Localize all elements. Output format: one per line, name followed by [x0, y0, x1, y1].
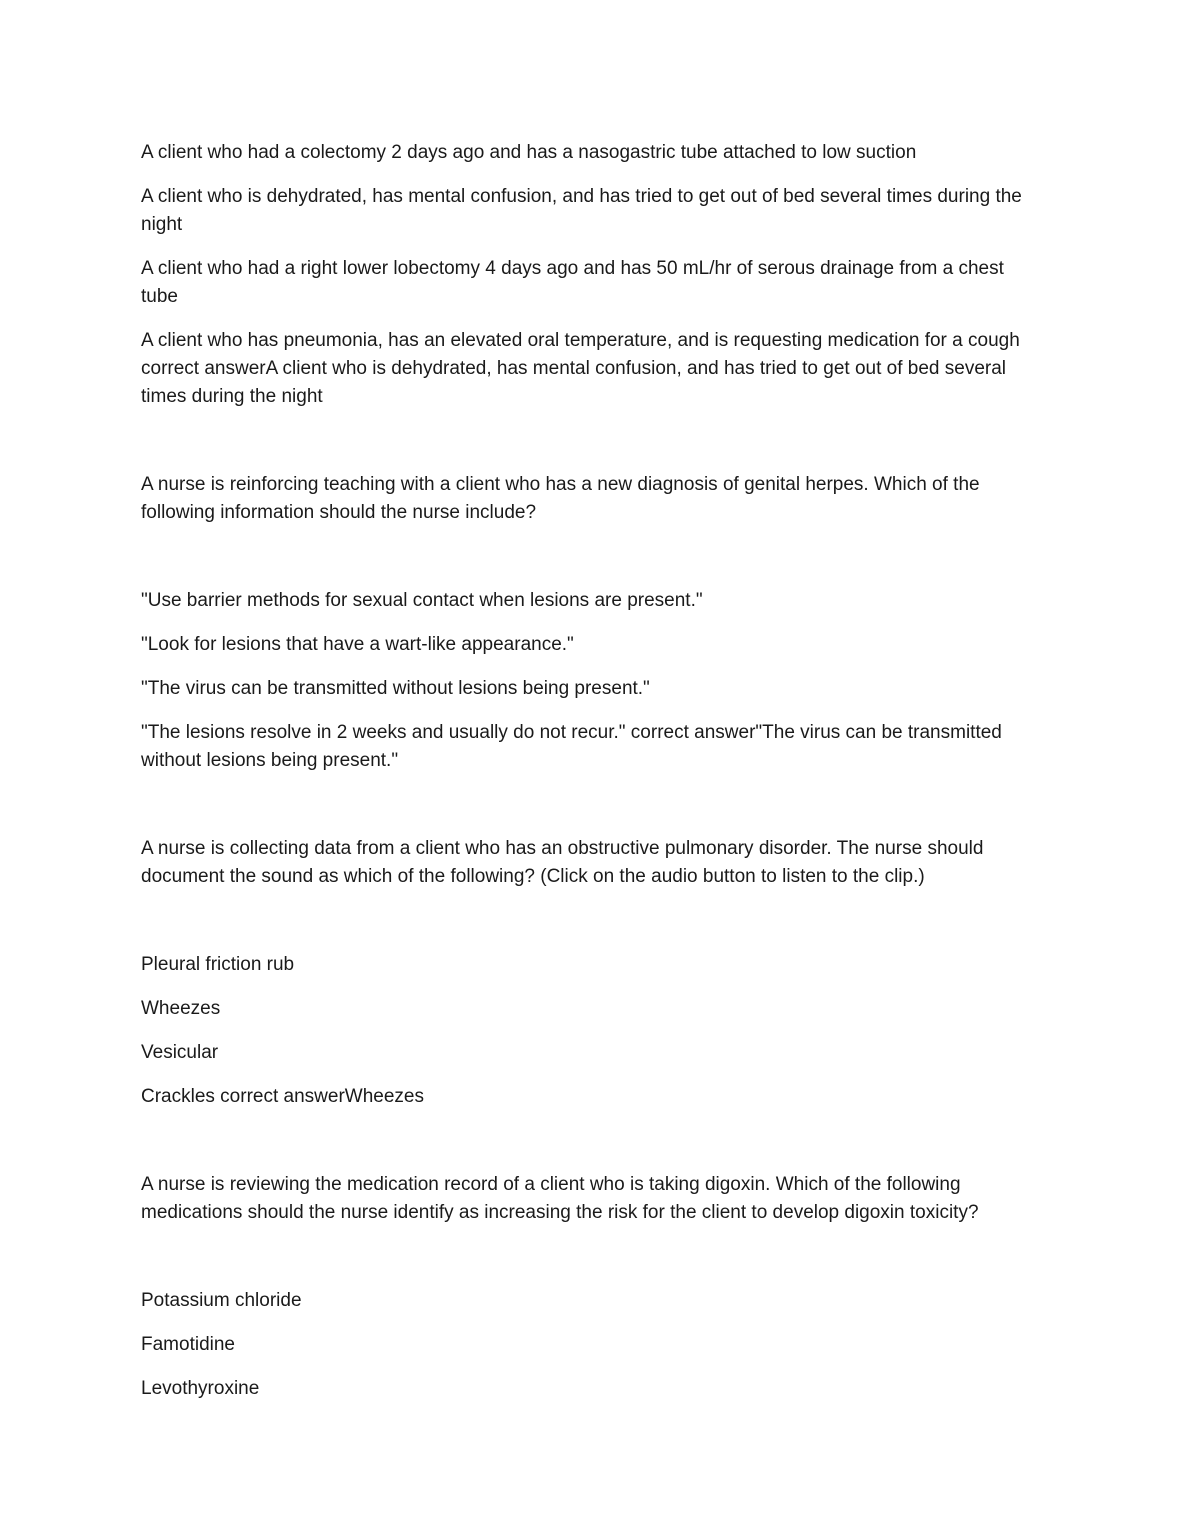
answer-option: A client who had a right lower lobectomy 4 days ago and has 50 mL/hr of serous drainage from a chest tube — [141, 258, 1004, 307]
document-page — [141, 139, 1041, 1419]
answer-option: "Use barrier methods for sexual contact when lesions are present." — [141, 590, 703, 611]
answer-option: Levothyroxine — [141, 1378, 260, 1399]
answer-option: "Look for lesions that have a wart-like appearance." — [141, 634, 574, 655]
answer-option: A client who is dehydrated, has mental confusion, and has tried to get out of bed several times during the night — [141, 186, 1022, 235]
answer-option-with-correct-answer: "The lesions resolve in 2 weeks and usually do not recur." correct answer"The virus can be transmitted without lesions being present." — [141, 722, 1002, 771]
spacer — [141, 1127, 1041, 1171]
answer-option: Vesicular — [141, 1042, 219, 1063]
answer-option: Famotidine — [141, 1334, 235, 1355]
question-text: A nurse is collecting data from a client who has an obstructive pulmonary disorder. The nurse should document the sound as which of the following? (Click on the audio button to listen to the clip.) — [141, 838, 984, 887]
answer-option: Potassium chloride — [141, 1290, 302, 1311]
answer-option: "The virus can be transmitted without lesions being present." — [141, 678, 650, 699]
answer-option-with-correct-answer: A client who has pneumonia, has an elevated oral temperature, and is requesting medication for a cough correct answerA client who is dehydrated, has mental confusion, and has tried to get out of bed several times during the night — [141, 330, 1020, 407]
spacer — [141, 543, 1041, 587]
answer-option: A client who had a colectomy 2 days ago and has a nasogastric tube attached to low suction — [141, 142, 917, 163]
spacer — [141, 791, 1041, 835]
question-text: A nurse is reviewing the medication record of a client who is taking digoxin. Which of the following medications should the nurse identify as increasing the risk for the client to develop digoxin toxicity? — [141, 1174, 979, 1223]
answer-option: Wheezes — [141, 998, 221, 1019]
question-text: A nurse is reinforcing teaching with a client who has a new diagnosis of genital herpes. Which of the following information should the nurse include? — [141, 474, 980, 523]
spacer — [141, 907, 1041, 951]
answer-option-with-correct-answer: Crackles correct answerWheezes — [141, 1086, 424, 1107]
spacer — [141, 427, 1041, 471]
answer-option: Pleural friction rub — [141, 954, 295, 975]
spacer — [141, 1243, 1041, 1287]
